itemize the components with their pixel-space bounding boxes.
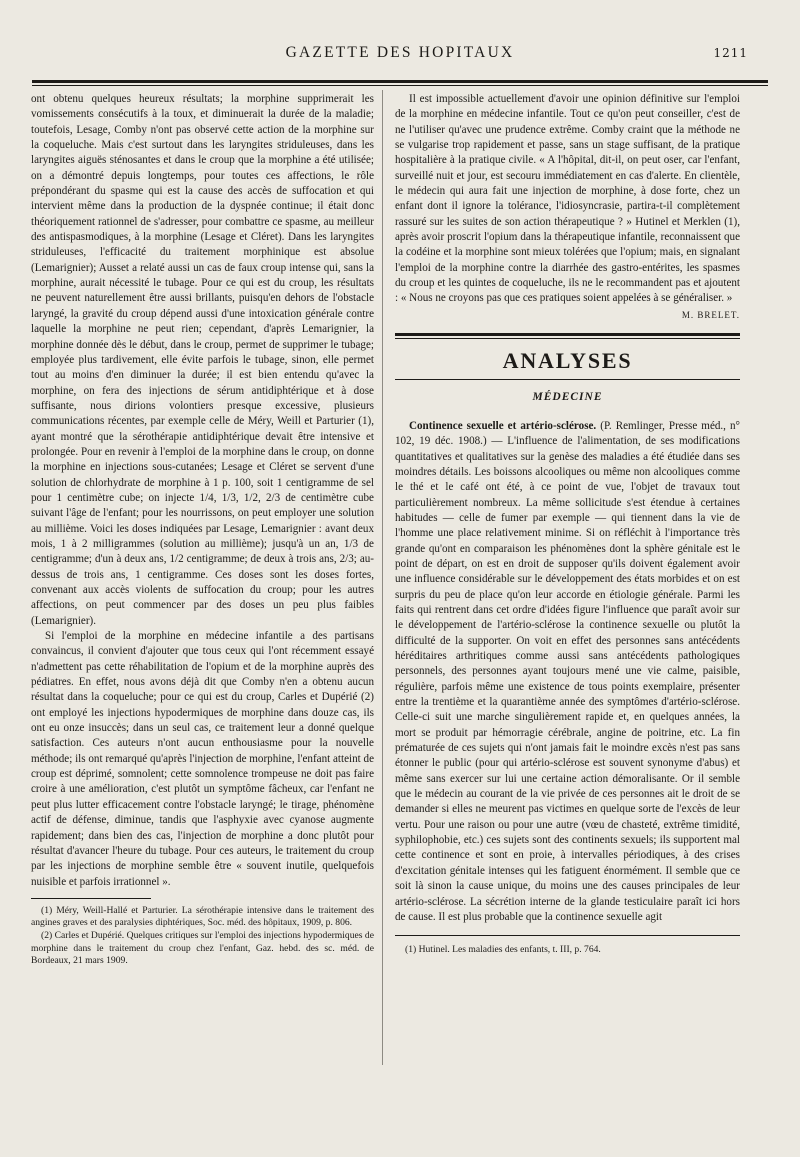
article-title: Continence sexuelle et artério-sclérose. xyxy=(409,419,597,432)
footnote-rule-right xyxy=(395,935,740,936)
section-title: ANALYSES xyxy=(502,348,633,374)
footnote-1: (1) Méry, Weill-Hallé et Parturier. La sérothérapie intensive dans le traitement des angines graves et des paralysies diphtériques, Soc. méd. des hôpitaux, 1909, p. 806. xyxy=(31,904,374,929)
page-number: 1211 xyxy=(713,46,748,60)
right-paragraph: Il est impossible actuellement d'avoir une opinion définitive sur l'emploi de la morphine en médecine infantile. Tout ce qu'on peut conseiller, c'est de ne l'utiliser qu'avec une prudence extrême. Comby craint que la méthode ne se vulgarise trop rapidement et passe, sans un stage suffisant, de la pratique hospitalière à la pratique civile. « A l'hôpital, dit-il, on peut oser, car l'enfant, surveillé nuit et jour, est secouru immédiatement en cas d'alerte. En clientèle, le médecin qui aura fait une injection de morphine, à dose forte, chez un enfant dont il ignore la tolérance, l'idiosyncrasie, partira-t-il complètement rassuré sur les suites de son action thérapeutique ? » Hutinel et Merklen (1), après avoir proscrit l'opium dans la thérapeutique infantile, reconnaissent que la codéine et la morphine sont mieux tolérées que l'opium; mais, en signalant l'emploi de la morphine contre la diarrhée des gastro-entérites, les spasmes du croup et les quintes de coqueluche, ils ne le recommandent pas et ajoutent : « Nous ne croyons pas que ces pratiques soient appelées à se généraliser. » xyxy=(395,93,740,305)
section-rule-thin xyxy=(395,338,740,339)
section-rule-thick xyxy=(395,333,740,336)
footnote-rule xyxy=(31,898,151,899)
left-column xyxy=(31,92,374,968)
left-paragraph-1: ont obtenu quelques heureux résultats; la morphine supprimerait les vomissements consécutifs à la toux, et diminuerait la durée de la maladie; toutefois, Lesage, Comby n'ont pas observé cette action de la morphine sur la coqueluche. Mais c'est surtout dans les laryngites striduleuses, dans les laryngites aiguës sténosantes et dans le croup que la morphine a été utilisée; on a démontré depuis longtemps, pour toutes ces affections, le rôle prépondérant du spasme qui est la cause des accès de suffocation et qui intervient même dans la production de la dyspnée continue; il était donc théoriquement rationnel de s'adresser, pour combattre ce spasme, au meilleur des antispasmodiques, à la morphine (Lesage et Cléret). Dans les laryngites striduleuses, l'efficacité du traitement morphinique est absolue (Lemarignier); Ausset a relaté aussi un cas de faux croup intense qui, sans la morphine, aurait nécessité le tubage. Pour ce qui est du croup, les résultats ne peuvent naturellement être aussi brillants, puisqu'en dehors de l'obstacle laryngé, la gravité du croup dépend aussi d'une intoxication générale contre laquelle la morphine ne peut rien; cependant, d'après Lemarignier, la morphine donnée dès le début, dans le croup, permet de supprimer le tubage; employée plus tardivement, elle évite parfois le tubage, sinon, elle permet tout au moins d'en diminuer la durée; il est bien entendu qu'avec la morphine, on fera des injections de sérum antidiphtérique et à dose suffisante, nous dirions volontiers presque excessive, plusieurs communications récentes, par exemple celle de Méry, Weill et Parturier (1), ayant montré que la sérothérapie antidiphtérique devait être intensive et prolongée. Pour en revenir à l'emploi de la morphine dans le croup, on donne la morphine en injections sous-cutanées; Lesage et Cléret se servent d'une solution de chlorhydrate de morphine à 1 p. 100, soit 1 centigramme de sel pour 1 centimètre cube; on injecte 1/4, 1/3, 1/2, 2/3 de centimètre cube suivant l'âge de l'enfant; pour les nourrissons, on peut employer une solution au millième. Voici les doses indiquées par Lesage, Lemarignier : avant deux mois, 1 à 2 milligrammes (solution au millième); jusqu'à un an, 1/3 de centigramme; d'un à deux ans, 1/2 centigramme; de deux à trois ans, 2/3; au-dessus de trois ans, 1 centigramme. Ces doses sont les doses fortes, convenant aux accès violents de suffocation du croup; pour les autres affections, on peut commencer par des doses un peu plus faibles (Lemarignier). xyxy=(31,93,374,627)
author-signature: M. BRELET. xyxy=(681,309,740,320)
header-rule-thin xyxy=(32,85,768,86)
section-sub-rule xyxy=(395,379,740,380)
right-footnote-1: (1) Hutinel. Les maladies des enfants, t. III, p. 764. xyxy=(405,944,601,956)
right-footnotes xyxy=(395,944,740,957)
article-text: L'influence de l'alimentation, de ses modifications quantitatives et qualitatives sur la genèse des maladies a été étudiée dans ses moindres détails. Les boissons alcooliques ou même non alcooliques comme le thé et le café ont été, à ce point de vue, l'objet de travaux tout particulièrement nombreux. La même sollicitude s'est étendue à certaines habitudes — celle de fumer par exemple — qui tiennent dans la vie de l'homme une place relativement minime. Si on réfléchit à l'importance très grande qu'ont en comparaison les phénomènes dont la sphère génitale est le point de départ, on est en droit de supposer qu'ils doivent également avoir une influence considérable sur le développement des états morbides et on est surpris du peu de place qu'on leur accorde en étiologie générale. Parmi les faits qui rentrent dans cet ordre d'idées figure l'influence que paraît avoir sur le développement de l'artério-sclérose la continence sexuelle ou plutôt la difficulté de la supporter. On voit en effet des personnes sans antécédents héréditaires arthritiques comme aussi sans antécédents pathologiques personnels, des personnes ayant toujours mené une vie calme, paisible, régulière, parfois même une existence de tous points exemplaire, présenter entre la trentième et la quarantième année des symptômes d'artério-sclérose. Celle-ci suit une marche singulièrement rapide et, en quelques années, la mort se produit par hémorragie cérébrale, angine de poitrine, etc. La fin prématurée de ces sujets qui n'ont jamais fait le moindre excès n'est pas sans étonner le public (pour qui artério-sclérose est souvent synonyme d'abus) et même sans exercer sur lui une certaine action démoralisante. Or il semble que le médecin au courant de la vie privée de ces personnes ait le droit de se demander si elles ne meurent pas victimes en quelque sorte de l'excès de leur vertu. Pour une raison ou pour une autre (vœu de chasteté, extrême timidité, syphilophobie, etc.) ces sujets sont des continents sexuels; ils supportent mal cette continence et sont en proie, à intervalles périodiques, à des crises d'excitation génitale intenses qui les fatiguent énormément. Il semble que ce soit là sinon la cause unique, du moins une des causes principales de leur artério-sclérose. La sécrétion interne de la glande testiculaire paraît ici hors de cause. Il est plus probable que la continence sexuelle agit xyxy=(395,435,740,923)
left-paragraph-2: Si l'emploi de la morphine en médecine infantile a des partisans convaincus, il convient d'ajouter que tous ceux qui l'ont récemment essayé n'admettent pas cette réhabilitation de l'opium et de la morphine auprès des pédiatres. En effet, nous avons déjà dit que Comby n'en a obtenu aucun résultat dans la coqueluche; pour ce qui est du croup, Carles et Dupérié (2) ont employé les injections hypodermiques de morphine dans douze cas, ils ont eu onze insuccès; dans un seul cas, ce traitement leur a donné quelque satisfaction. Ces auteurs n'ont aucun enthousiasme pour la nouvelle méthode; ils ont remarqué qu'après l'injection de morphine, l'enfant atteint de croup est déprimé, somnolent; cette somnolence trompeuse ne doit pas faire croire à une amélioration, c'est plutôt un symptôme fâcheux, car l'enfant ne peut plus lutter efficacement contre l'obstacle laryngé; le tirage, phénomène actif de défense, diminue, tandis que l'asphyxie avec cyanose augmente rapidement; dans bien des cas, l'injection de morphine a donc plutôt pour résultat d'avancer l'heure du tubage. Pour ces auteurs, le traitement du croup par les injections de morphine semble être « souvent inutile, quelquefois nuisible et parfois irrationnel ». xyxy=(31,630,374,888)
left-footnotes xyxy=(31,905,374,968)
article-reference: (P. Remlinger, Presse méd., n° 102, 19 déc. 1908.) — xyxy=(395,419,740,448)
right-column xyxy=(395,92,740,957)
column-divider xyxy=(382,90,383,1065)
subsection-title: MÉDECINE xyxy=(532,390,603,403)
page-header-title: GAZETTE DES HOPITAUX xyxy=(285,44,515,61)
article-paragraph xyxy=(395,419,740,925)
header-rule-thick xyxy=(32,80,768,83)
footnote-2: (2) Carles et Dupérié. Quelques critiques sur l'emploi des injections hypodermiques de morphine dans le traitement du croup chez l'enfant, Gaz. hebd. des sc. méd. de Bordeaux, 21 mars 1909. xyxy=(31,930,374,967)
